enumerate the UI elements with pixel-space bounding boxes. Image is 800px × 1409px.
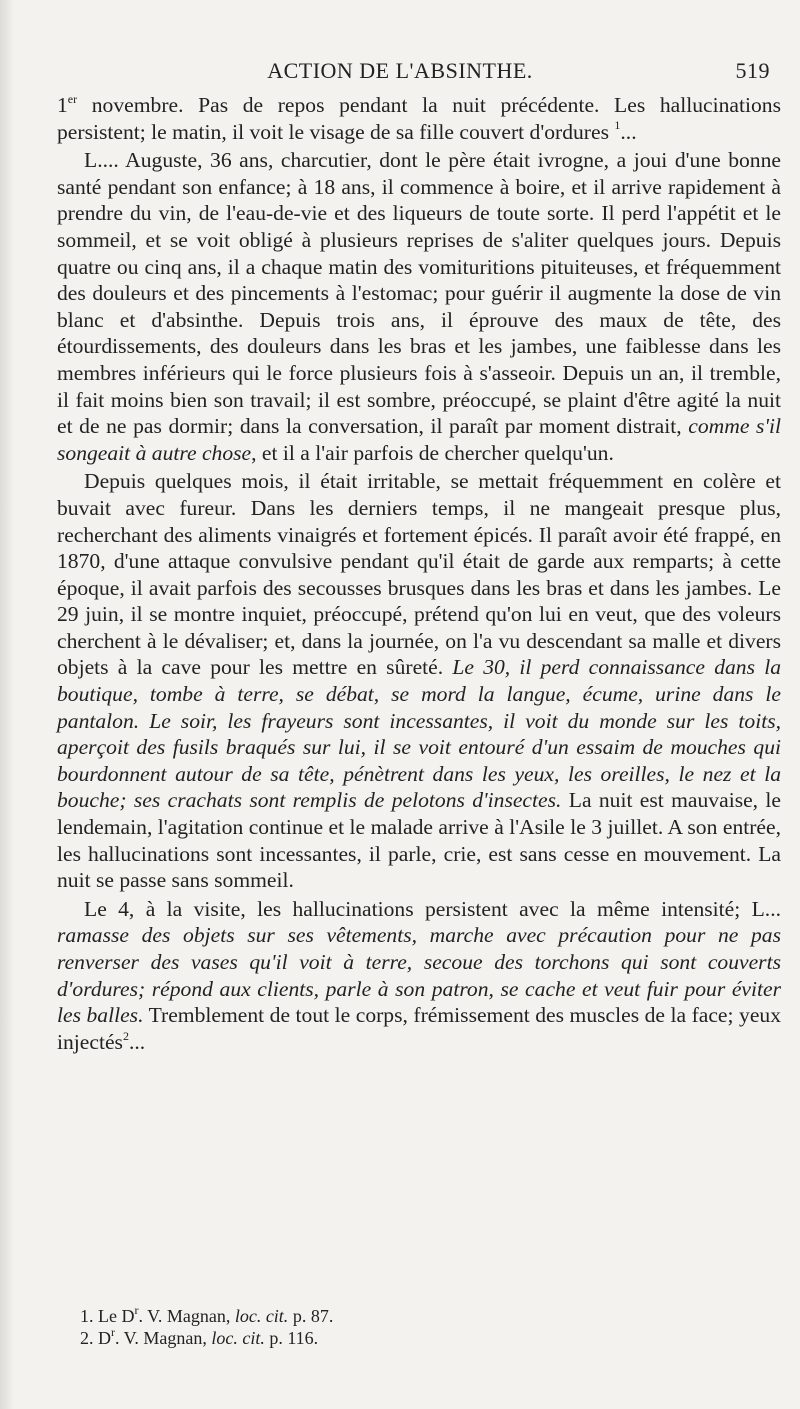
text-run: Tremblement de tout le corps, frémissement des muscles de la face; yeux injectés xyxy=(57,1003,781,1054)
italic-run: loc. cit. xyxy=(234,1306,289,1326)
superscript: er xyxy=(67,91,78,106)
text-run: . V. Magnan, xyxy=(138,1306,235,1326)
text-run: Le 4, à la visite, les hallucinations persistent avec la même intensité; L... xyxy=(84,896,781,921)
text-run: 1 xyxy=(57,93,68,117)
text-run: p. 87. xyxy=(288,1306,334,1326)
running-title: ACTION DE L'ABSINTHE. xyxy=(267,58,533,83)
footnotes xyxy=(80,1305,760,1349)
paragraph-1 xyxy=(57,92,781,145)
superscript: r xyxy=(134,1303,139,1317)
italic-run: Le 30, il perd connaissance dans la boutique, tombe à terre, se débat, se mord la langue, écume, urine dans le pantalon. Le soir, les frayeurs sont incessantes, il voit du monde sur les toits, aperçoit des fusils braqués sur lui, il se voit entouré d'un essaim de mouches qui bourdonnent autour de sa tête, pénètrent dans les yeux, les oreilles, le nez et la bouche; ses crachats sont remplis de pelotons d'insectes. xyxy=(57,655,782,813)
paragraph-2 xyxy=(57,147,781,466)
running-header xyxy=(0,58,800,90)
text-run: 2. D xyxy=(80,1328,111,1348)
paragraph-4 xyxy=(57,896,781,1056)
paragraph-3 xyxy=(57,468,781,894)
text-run: , et il a l'air parfois de chercher quelqu'un. xyxy=(251,440,614,465)
italic-run: ramasse des objets sur ses vêtements, marche avec précaution pour ne pas renverser des vases qu'il voit à terre, secoue des torchons qui sont couverts d'ordures; répond aux clients, parle à son patron, se cache et veut fuir pour éviter les balles. xyxy=(57,923,781,1028)
text-run: ... xyxy=(620,119,637,144)
footnote-1 xyxy=(80,1305,760,1327)
text-run: Depuis quelques mois, il était irritable, se mettait fréquemment en colère et buvait avec fureur. Dans les derniers temps, il ne mangeait presque plus, recherchant des aliments vinaigrés et fortement épicés. Il paraît avoir été frappé, en 1870, d'une attaque convulsive pendant qu'il était de garde aux remparts; à cette époque, il avait parfois des secousses brusques dans les bras et dans les jambes. Le 29 juin, il se montre inquiet, préoccupé, prétend qu'on lui en veut, que des voleurs cherchent à le dévaliser; et, dans la journée, on l'a vu descendant sa malle et divers objets à la cave pour les mettre en sûreté. xyxy=(57,469,781,680)
text-run: ... xyxy=(128,1029,146,1054)
footnote-2 xyxy=(80,1327,760,1349)
superscript: 2 xyxy=(122,1028,129,1043)
text-run: novembre. Pas de repos pendant la nuit précédente. Les hallucinations persistent; le matin, il voit le visage de sa fille couvert d'ordures xyxy=(57,93,781,144)
italic-run: comme s'il songeait à autre chose xyxy=(57,414,782,465)
page-number: 519 xyxy=(735,58,770,83)
binding-shadow xyxy=(0,0,14,1409)
text-run: L.... Auguste, 36 ans, charcutier, dont le père était ivrogne, a joui d'une bonne santé pendant son enfance; à 18 ans, il commence à boire, et il arrive rapidement à prendre du vin, de l'eau-de-vie et des liqueurs de toute sorte. Il perd l'appétit et le sommeil, et se voit obligé à plusieurs reprises de s'aliter quelques jours. Depuis quatre ou cinq ans, il a chaque matin des vomituritions pituiteuses, et fréquemment des douleurs et des pincements à l'estomac; pour guérir il augmente la dose de vin blanc et d'absinthe. Depuis trois ans, il éprouve des maux de tête, des étourdissements, des douleurs dans les bras et les jambes, une faiblesse dans les membres inférieurs qui le force plusieurs fois à s'asseoir. Depuis un an, il tremble, il fait moins bien son travail; il est sombre, préoccupé, se plaint d'être agité la nuit et de ne pas dormir; dans la conversation, il paraît par moment distrait, xyxy=(57,148,781,439)
body-text xyxy=(57,92,781,1055)
superscript: r xyxy=(111,1325,115,1339)
text-run: 1. Le D xyxy=(80,1306,135,1326)
text-run: p. 116. xyxy=(264,1328,319,1348)
text-run: . V. Magnan, xyxy=(115,1328,212,1348)
text-run: La nuit est mauvaise, le lendemain, l'agitation continue et le malade arrive à l'Asile le 3 juillet. A son entrée, les hallucinations sont incessantes, il parle, crie, est sans cesse en mouvement. La nuit se passe sans sommeil. xyxy=(57,788,782,893)
italic-run: loc. cit. xyxy=(211,1328,265,1348)
superscript: 1 xyxy=(614,118,621,133)
